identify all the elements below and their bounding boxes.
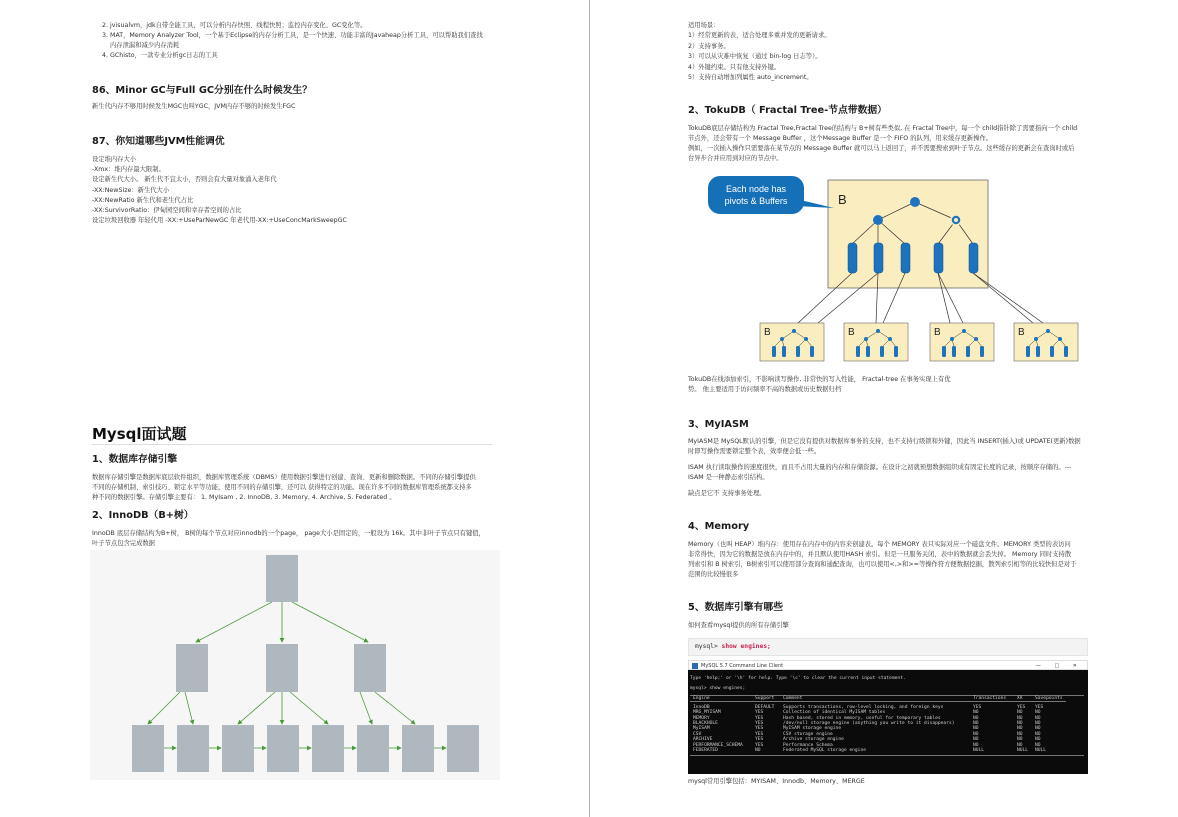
memory-line: 非常得快，因为它的数据是放在内存中的，并且默认使用HASH 索引。但是一旦服务关闭，表中的数据就会丢失掉。 Memory 同时支持散 — [688, 551, 1072, 558]
tokudb-line: 例如，一次插入操作只需要落在某节点的 Message Buffer 就可以马上返回了，并不需要搜索到叶子节点。这些缓存的更新会在查询时或后 — [688, 145, 1075, 152]
leaf-node — [267, 725, 299, 772]
myisam-line: ISAM 是一种静态索引结构。 — [688, 474, 769, 481]
s2-body — [92, 529, 494, 549]
page-divider — [589, 0, 590, 817]
engines-intro: 如何查看mysql提供的所有存储引擎 — [688, 622, 789, 629]
s2-line: 叶子节点包含完成数据 — [92, 540, 155, 547]
leaf-node — [177, 725, 209, 772]
leaf-node — [132, 725, 164, 772]
table-row: MyISAM YES MyISAM storage engine NO NO NO — [693, 726, 1041, 732]
scenario-line: 2）支持事务。 — [688, 42, 730, 50]
leaf-node — [402, 725, 434, 772]
window-controls[interactable]: — □ ✕ — [1035, 663, 1083, 669]
q86-body: 新生代内存不够用时候发生MGC也叫YGC，JVM内存不够的时候发生FGC — [92, 103, 296, 110]
child-node-label: B — [1018, 327, 1025, 338]
th-comment: Comment — [783, 695, 803, 701]
q87-list — [92, 155, 347, 226]
terminal-window — [688, 660, 1088, 774]
table-row: InnoDB DEFAULT Supports transactions, row-level locking, and foreign keys YES YES YES — [693, 704, 1044, 710]
mysql-title: Mysql面试题 — [92, 425, 187, 443]
child-node-label: B — [764, 327, 771, 338]
memory-line: 列索引和 B 树索引，B树索引可以使用部分查询和通配查询，也可以使用<,>和>=等操作符方便数据挖掘，散列索引相等的比较快但是对于 — [688, 561, 1077, 568]
engines-table — [690, 696, 1066, 754]
tools-item: 内存泄漏和减少内存消耗 — [110, 42, 180, 49]
tools-item: 2. jvisualvm，jdk自带全能工具，可以分析内存快照、线程快照；监控内存变化、GC变化等。 — [102, 22, 367, 29]
memory-line: Memory（也叫 HEAP）堆内存：使用存在内存中的内容来创建表。每个 MEMORY 表只实际对应一个磁盘文件。MEMORY 类型的表访问 — [688, 541, 1071, 548]
tools-list — [102, 21, 500, 61]
left-page — [90, 0, 500, 817]
myisam-line: 时即写操作需要锁定整个表，效率便会低一些。 — [688, 448, 821, 455]
q87-title: 87、你知道哪些JVM性能调优 — [92, 136, 225, 147]
fractal-child-node — [930, 323, 994, 361]
q87-line: 设定垃圾回收器 年轻代用 -XX:+UseParNewGC 年老代用-XX:+UseConcMarkSweepGC — [92, 217, 347, 225]
buffer-bar — [848, 243, 857, 273]
fractal-child-node — [760, 323, 824, 361]
right-page — [688, 0, 1098, 817]
q87-line: 设定新生代大小。 新生代不宜太小，否则会有大量对象涌入老年代 — [92, 176, 277, 184]
myisam-p2 — [688, 463, 1093, 483]
tokudb-after-line: TokuDB在线添加索引，不影响读写操作, 非常快的写入性能， Fractal-tree 在事务实现上有优 — [688, 376, 951, 383]
table-row: MEMORY YES Hash based, stored in memory, useful for temporary tables NO NO NO — [693, 715, 1041, 721]
q87-line: 设定堆内存大小 — [92, 156, 137, 163]
code-prompt: mysql> — [695, 643, 718, 650]
th-support: Support — [755, 695, 775, 701]
table-row: PERFORMANCE_SCHEMA YES Performance Schema NO NO NO — [693, 742, 1041, 748]
callout-bubble — [708, 176, 804, 214]
s2-title: 2、InnoDB（B+树） — [92, 510, 194, 521]
th-engine: Engine — [693, 695, 710, 701]
buffer-bar — [901, 243, 910, 273]
q87-line: -XX:SurvivorRatio：伊甸园空间和幸存者空间的占比 — [92, 207, 242, 215]
tokudb-line: 台异步合并应用到对应的节点中。 — [688, 155, 783, 162]
s2-line: InnoDB 底层存储结构为B+树， B树的每个节点对应innodb的一个page， page大小是固定的，一般设为 16k。其中非叶子节点只有键值， — [92, 530, 485, 537]
terminal-body — [688, 670, 1088, 774]
q87-line: -XX:NewRatio 新生代和老生代占比 — [92, 196, 194, 204]
tokudb-after — [688, 375, 1093, 395]
memory-line: 范围的比较慢很多 — [688, 571, 739, 578]
root-node-label: B — [838, 192, 847, 207]
myisam-p3: 缺点是它不 支持事务处理。 — [688, 490, 766, 497]
terminal-line: mysql> show engines; — [690, 686, 746, 692]
table-row: BLACKHOLE YES /dev/null storage engine (anything you write to it disappears) NO NO NO — [693, 720, 1041, 726]
s1-body — [92, 473, 494, 503]
fractal-child-node — [1014, 323, 1078, 361]
myisam-title: 3、MyIASM — [688, 419, 749, 430]
memory-body — [688, 540, 1093, 580]
tokudb-line: TokuDB底层存储结构为 Fractal Tree,Fractal Tree的结构与 B+树有些类似, 在 Fractal Tree中，每一个 child指针除了需要指向一个 child — [688, 125, 1078, 132]
s1-line: 不同的存储机制、索引技巧、锁定水平等功能，使用不同的存储引擎，还可以 获得特定的功能。现在许多不同的数据库管理系统都支持多 — [92, 484, 472, 491]
internal-node — [176, 644, 208, 692]
table-rule — [690, 755, 1084, 756]
engines-caption: mysql常用引擎包括：MYISAM、Innodb、Memory、MERGE — [688, 778, 865, 785]
buffer-bar — [969, 243, 978, 273]
internal-node — [266, 644, 298, 692]
tokudb-body — [688, 124, 1093, 164]
code-command: show engines; — [721, 643, 771, 650]
s1-line: 数据库存储引擎是数据库底层软件组织，数据库管理系统（DBMS）使用数据引擎进行创建、查询、更新和删除数据。不同的存储引擎提供 — [92, 474, 476, 481]
title-underline — [92, 444, 492, 445]
engines-title: 5、数据库引擎有哪些 — [688, 602, 783, 613]
leaf-node — [447, 725, 479, 772]
terminal-titlebar — [688, 660, 1088, 670]
th-transactions: Transactions — [973, 695, 1007, 701]
leaf-node — [312, 725, 344, 772]
pivot-dot — [873, 215, 883, 225]
s1-line: 种不同的数据引擎。存储引擎主要有： 1. MyIsam , 2. InnoDB, 3. Memory, 4. Archive, 5. Federated 。 — [92, 494, 396, 501]
bplus-tree-diagram — [90, 550, 500, 780]
memory-title: 4、Memory — [688, 521, 750, 532]
child-node-label: B — [934, 327, 941, 338]
callout-line: Each node has — [725, 184, 787, 194]
table-row: CSV YES CSV storage engine NO NO NO — [693, 731, 1041, 737]
myisam-line: ISAM 执行读取操作的速度很快，而且不占用大量的内存和存储资源。在设计之初就预想数据组织成有固定长度的记录，按顺序存储的。--- — [688, 464, 1072, 471]
scenario-line: 3）可以从灾难中恢复（通过 bin-log 日志等）。 — [688, 53, 822, 61]
scenario-line: 4）外键约束。只有他支持外键。 — [688, 63, 781, 71]
scenario-line: 1）经常更新的表，适合处理多重并发的更新请求。 — [688, 32, 831, 40]
table-row: ARCHIVE YES Archive storage engine NO NO NO — [693, 737, 1041, 743]
pivot-dot — [910, 197, 920, 207]
tools-item: 4. GChisto，一款专业分析gc日志的工具 — [102, 52, 218, 59]
q87-line: -XX:NewSize：新生代大小 — [92, 186, 170, 194]
tokudb-after-line: 势。 他主要适用于访问频率不高的数据或历史数据归档 — [688, 386, 842, 393]
fractal-tree-diagram — [688, 168, 1098, 370]
myisam-p1 — [688, 437, 1093, 457]
terminal-line: Type 'help;' or '\h' for help. Type '\c' to clear the current input statement. — [690, 676, 906, 681]
terminal-title: MySQL 5.7 Command Line Client — [701, 663, 784, 669]
table-row: FEDERATED NO Federated MySQL storage engine NULL NULL NULL — [693, 747, 1047, 753]
tokudb-title: 2、TokuDB（ Fractal Tree-节点带数据） — [688, 105, 887, 116]
code-block — [688, 638, 1088, 656]
scenario-line: 适用场景： — [688, 22, 720, 29]
myisam-line: MyIASM是 MySQL默认的引擎，但是它没有提供对数据库事务的支持，也不支持行级锁和外键，因此当 INSERT(插入)或 UPDATE(更新)数据 — [688, 438, 1081, 445]
callout-line: pivots & Buffers — [724, 196, 788, 206]
th-xa: XA — [1017, 695, 1023, 701]
tokudb-line: 节点外，还会带有一个 Message Buffer ，这个Message Buffer 是一个 FIFO 的队列，用来缓存更新操作。 — [688, 135, 993, 142]
leaf-node — [357, 725, 389, 772]
internal-node — [354, 644, 386, 692]
child-node-label: B — [848, 327, 855, 338]
tools-item: 3. MAT，Memory Analyzer Tool，一个基于Eclipse的内存分析工具，是一个快速、功能丰富的Javaheap分析工具，可以帮助我们查找 — [102, 32, 483, 39]
th-savepoints: Savepoints — [1035, 695, 1063, 701]
leaf-node — [222, 725, 254, 772]
terminal-app-icon — [692, 663, 698, 669]
table-row: MRG_MYISAM YES Collection of identical MyISAM tables NO NO NO — [693, 710, 1041, 716]
scenarios-list — [688, 21, 831, 83]
buffer-bar — [874, 243, 883, 273]
root-node — [266, 555, 298, 602]
s1-title: 1、数据库存储引擎 — [92, 454, 178, 465]
pivot-dot-highlight — [954, 218, 958, 222]
fractal-child-node — [844, 323, 908, 361]
buffer-bar — [934, 243, 943, 273]
scenario-line: 5）支持自动增加列属性 auto_increment。 — [688, 74, 813, 82]
q87-line: -Xmx：堆内存最大限制。 — [92, 166, 165, 174]
q86-title: 86、Minor GC与Full GC分别在什么时候发生？ — [92, 85, 313, 96]
